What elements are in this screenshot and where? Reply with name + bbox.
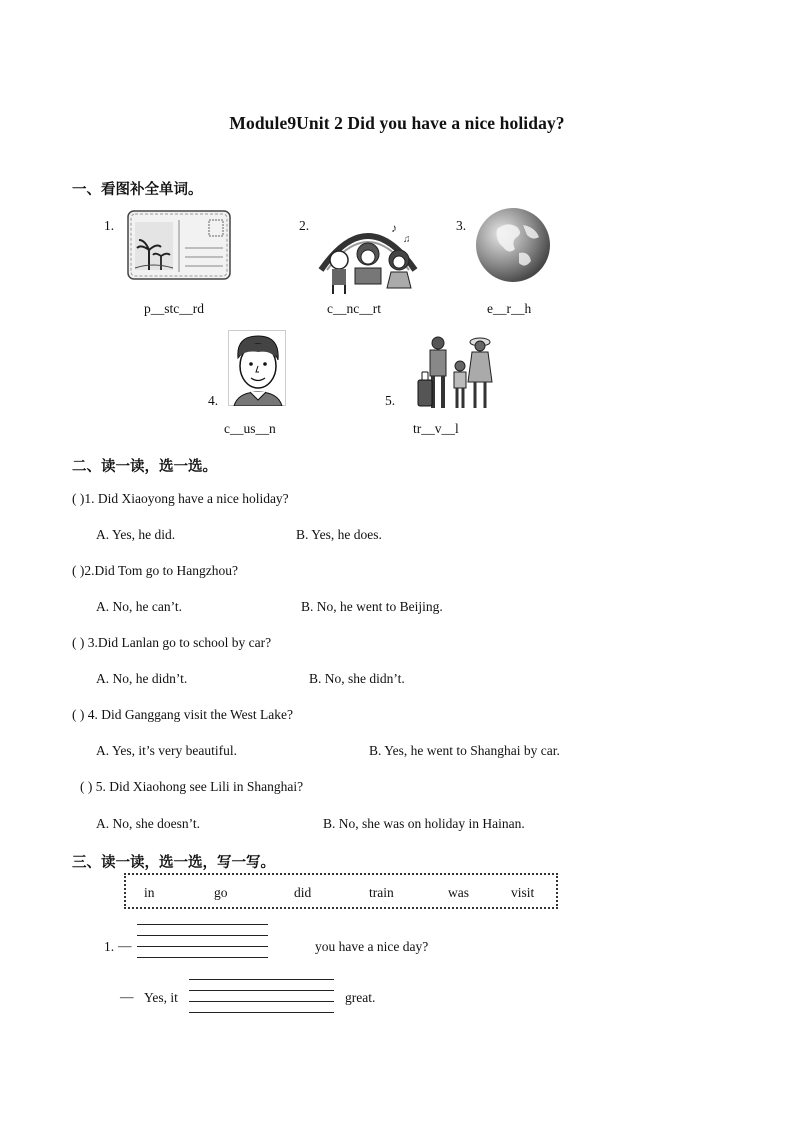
q1-answer-line-2[interactable] [137, 935, 268, 936]
item-3-number: 3. [456, 218, 467, 233]
page-title: Module9Unit 2 Did you have a nice holiday? [229, 113, 565, 133]
question-5-option-a: A. No, she doesn’t. [96, 816, 200, 831]
question-1: ( )1. Did Xiaoyong have a nice holiday? [72, 491, 289, 506]
item-4-word: c__us__n [224, 421, 276, 436]
word-bank-item: did [294, 885, 312, 900]
item-4-number: 4. [208, 393, 219, 408]
question-2-option-b: B. No, he went to Beijing. [301, 599, 443, 614]
a1-dash: — [120, 989, 134, 1004]
question-1-option-a: A. Yes, he did. [96, 527, 176, 542]
postcard-icon [127, 210, 231, 280]
item-1-word: p__stc__rd [144, 301, 204, 316]
question-5-option-b: B. No, she was on holiday in Hainan. [323, 816, 525, 831]
earth-globe-icon [473, 207, 553, 283]
question-4: ( ) 4. Did Ganggang visit the West Lake? [72, 707, 293, 722]
a1-prefix: Yes, it [144, 990, 178, 1005]
question-3-option-a: A. No, he didn’t. [96, 671, 188, 686]
word-bank-item: in [144, 885, 155, 900]
q1-dash: — [118, 938, 132, 953]
word-bank-item: was [448, 885, 469, 900]
section-3-heading: 三、读一读，选一选，写一写。 [72, 855, 275, 871]
question-4-option-a: A. Yes, it’s very beautiful. [96, 743, 237, 758]
a1-answer-line-4[interactable] [189, 1012, 334, 1013]
item-5-word: tr__v__l [413, 421, 459, 436]
travel-family-icon [414, 334, 494, 412]
svg-text:♫: ♫ [403, 234, 411, 245]
section-1-heading: 一、看图补全单词。 [72, 182, 203, 198]
word-bank-item: train [369, 885, 394, 900]
q1-answer-line-1[interactable] [137, 924, 268, 925]
item-5-number: 5. [385, 393, 396, 408]
a1-answer-line-1[interactable] [189, 979, 334, 980]
word-bank-item: go [214, 885, 228, 900]
question-1-option-b: B. Yes, he does. [296, 527, 382, 542]
a1-suffix: great. [345, 990, 376, 1005]
q1-text: you have a nice day? [315, 939, 429, 954]
q1-answer-line-4[interactable] [137, 957, 268, 958]
word-bank-box [124, 873, 558, 909]
word-bank-item: visit [511, 885, 535, 900]
question-2-option-a: A. No, he can’t. [96, 599, 182, 614]
q1-answer-line-3[interactable] [137, 946, 268, 947]
item-2-word: c__nc__rt [327, 301, 381, 316]
q1-number: 1. [104, 939, 115, 954]
question-4-option-b: B. Yes, he went to Shanghai by car. [369, 743, 560, 758]
concert-icon [313, 210, 423, 296]
question-5: ( ) 5. Did Xiaohong see Lili in Shanghai? [80, 779, 304, 794]
item-3-word: e__r__h [487, 301, 532, 316]
a1-answer-line-3[interactable] [189, 1001, 334, 1002]
boy-face-icon [228, 330, 286, 406]
a1-answer-line-2[interactable] [189, 990, 334, 991]
svg-text:♪: ♪ [391, 221, 397, 235]
question-2: ( )2.Did Tom go to Hangzhou? [72, 563, 239, 578]
item-2-number: 2. [299, 218, 310, 233]
question-3-option-b: B. No, she didn’t. [309, 671, 405, 686]
item-1-number: 1. [104, 218, 115, 233]
question-3: ( ) 3.Did Lanlan go to school by car? [72, 635, 272, 650]
section-2-heading: 二、读一读，选一选。 [72, 459, 217, 475]
